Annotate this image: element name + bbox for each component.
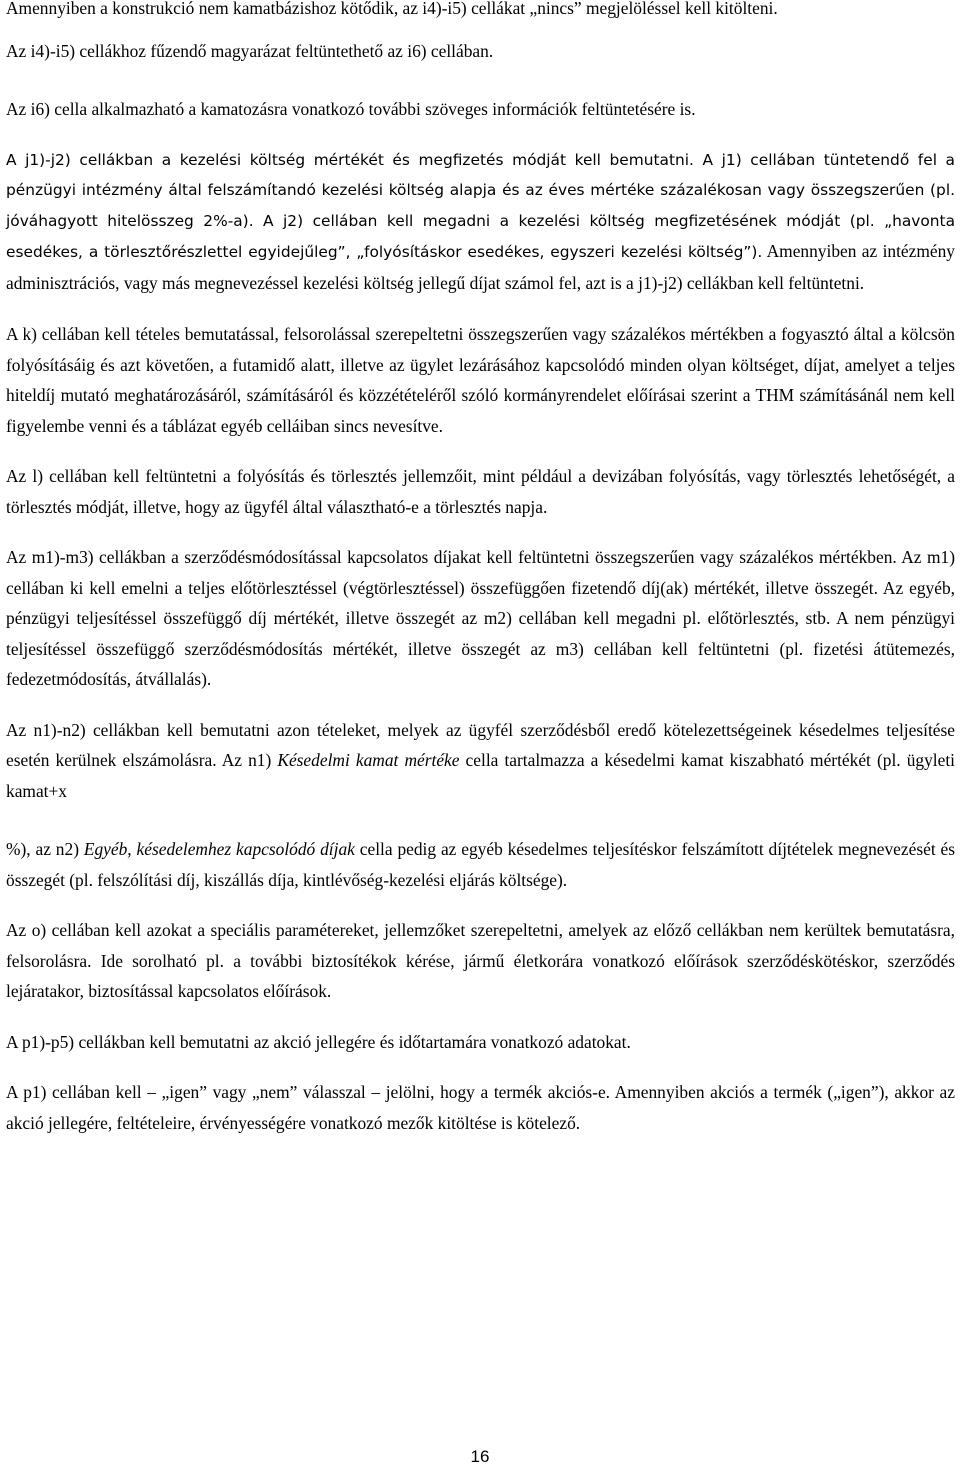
paragraph-nincs-marking: Amennyiben a konstrukció nem kamatbázishoz kötődik, az i4)-i5) cellákat „nincs” megjelöléssel kell kitölteni. [6,0,778,18]
paragraph-n2-cell [6,834,955,895]
paragraph-n2-italic: Egyéb, késedelemhez kapcsolódó díjak [83,839,355,859]
paragraph-n2-text-2: cella pedig az egyéb késedelmes teljesítéskor felszámított díjtételek megnevezését és összegét (pl. felszólítási díj, kiszállás díja, kintlévőség-kezelési eljárás költsége). [6,839,956,890]
paragraph-j-serif-text: Amennyiben az intézmény adminisztrációs, vagy más megnevezéssel kezelési költség jellegű díjat számol fel, azt is a j1)-j2) cellákban kell feltüntetni. [6,241,955,293]
document-page [6,0,955,1138]
paragraph-n-italic-1: Késedelmi kamat mértéke [277,750,460,770]
paragraph-n-text-1: Az n1)-n2) cellákban kell bemutatni azon tételeket, melyek az ügyfél szerződésből eredő kötelezettségeinek késedelmes teljesítése esetén kerülnek elszámolásra. Az n1) [6,719,955,770]
paragraph-n-text-2: cella tartalmazza a késedelmi kamat kiszabható mértékét (pl. ügyleti kamat+x [6,750,956,801]
paragraph-m1-m3-cells: Az m1)-m3) cellákban a szerződésmódosítással kapcsolatos díjakat kell feltüntetni összegszerűen vagy százalékos mértékben. Az m1) cellában ki kell emelni a teljes előtörlesztéssel (végtörlesztéssel) összefüggően fizetendő díj(ak) mértékét, illetve összegét. Az egyéb, pénzügyi teljesítéssel összefüggő díj mértékét, illetve összegét az m2) cellában kell megadni pl. előtörlesztés, stb. A nem pénzügyi teljesítéssel összefüggő szerződésmódosítás mértékét, illetve összegét az m3) cellában kell feltüntetni (pl. fizetési átütemezés, fedezetmódosítás, átvállalás). [6,547,955,689]
paragraph-i6-cell: Az i6) cella alkalmazható a kamatozásra vonatkozó további szöveges információk feltüntetésére is. [6,99,696,119]
paragraph-p1-cell: A p1) cellában kell – „igen” vagy „nem” válasszal – jelölni, hogy a termék akciós-e. Amennyiben akciós a termék („igen”), akkor az akció jellegére, feltételeire, érvényességére vonatkozó mezők kitöltése is kötelező. [6,1082,955,1133]
paragraph-n1-n2-cells [6,715,955,807]
page-number: 16 [470,1447,490,1466]
paragraph-k-cell: A k) cellában kell tételes bemutatással, felsorolással szerepeltetni összegszerűen vagy százalékos mértékben a fogyasztó által a kölcsön folyósításáig és azt követően, a futamidő alatt, illetve az ügylet lezárásához kapcsolódó minden olyan költséget, díjat, amelyet a teljes hiteldíj mutató meghatározásáról, számításáról és közzétételéről szóló kormányrendelet előírásai szerint a THM számításánál nem kell figyelembe venni és a táblázat egyéb celláiban sincs nevesítve. [6,324,955,436]
paragraph-i4-i5-explanation: Az i4)-i5) cellákhoz fűzendő magyarázat feltüntethető az i6) cellában. [6,40,494,61]
paragraph-p1-p5-cells: A p1)-p5) cellákban kell bemutatni az akció jellegére és időtartamára vonatkozó adatokat. [6,1031,631,1052]
paragraph-l-cell: Az l) cellában kell feltüntetni a folyósítás és törlesztés jellemzőit, mint például a devizában folyósítás, vagy törlesztés lehetőségét, a törlesztés módját, illetve, hogy az ügyfél által választható-e a törlesztés napja. [6,466,955,517]
paragraph-j-sans-text: A j1)-j2) cellákban a kezelési költség mértékét és megfizetés módját kell bemutatni. A j1) cellában tüntetendő fel a pénzügyi intézmény által felszámítandó kezelési költség alapja és az éves mértéke százalékosan vagy összegszerűen (pl. jóváhagyott hitelösszeg 2%-a). A j2) cellában kell megadni a kezelési költség megfizetésének módját (pl. „havonta esedékes, a törlesztőrészlettel egyidejűleg”, „folyósításkor esedékes, egyszeri kezelési költség”). [6,150,955,261]
paragraph-o-cell: Az o) cellában kell azokat a speciális paramétereket, jellemzőket szerepeltetni, amelyek az előző cellákban nem kerültek bemutatásra, felsorolásra. Ide sorolható pl. a további biztosítékok kérése, jármű életkorára vonatkozó előírások szerződéskötéskor, szerződés lejáratakor, biztosítással kapcsolatos előírások. [6,920,955,1001]
paragraph-n2-text-1: %), az n2) [6,839,84,859]
paragraph-j1-j2-cells [6,145,955,300]
